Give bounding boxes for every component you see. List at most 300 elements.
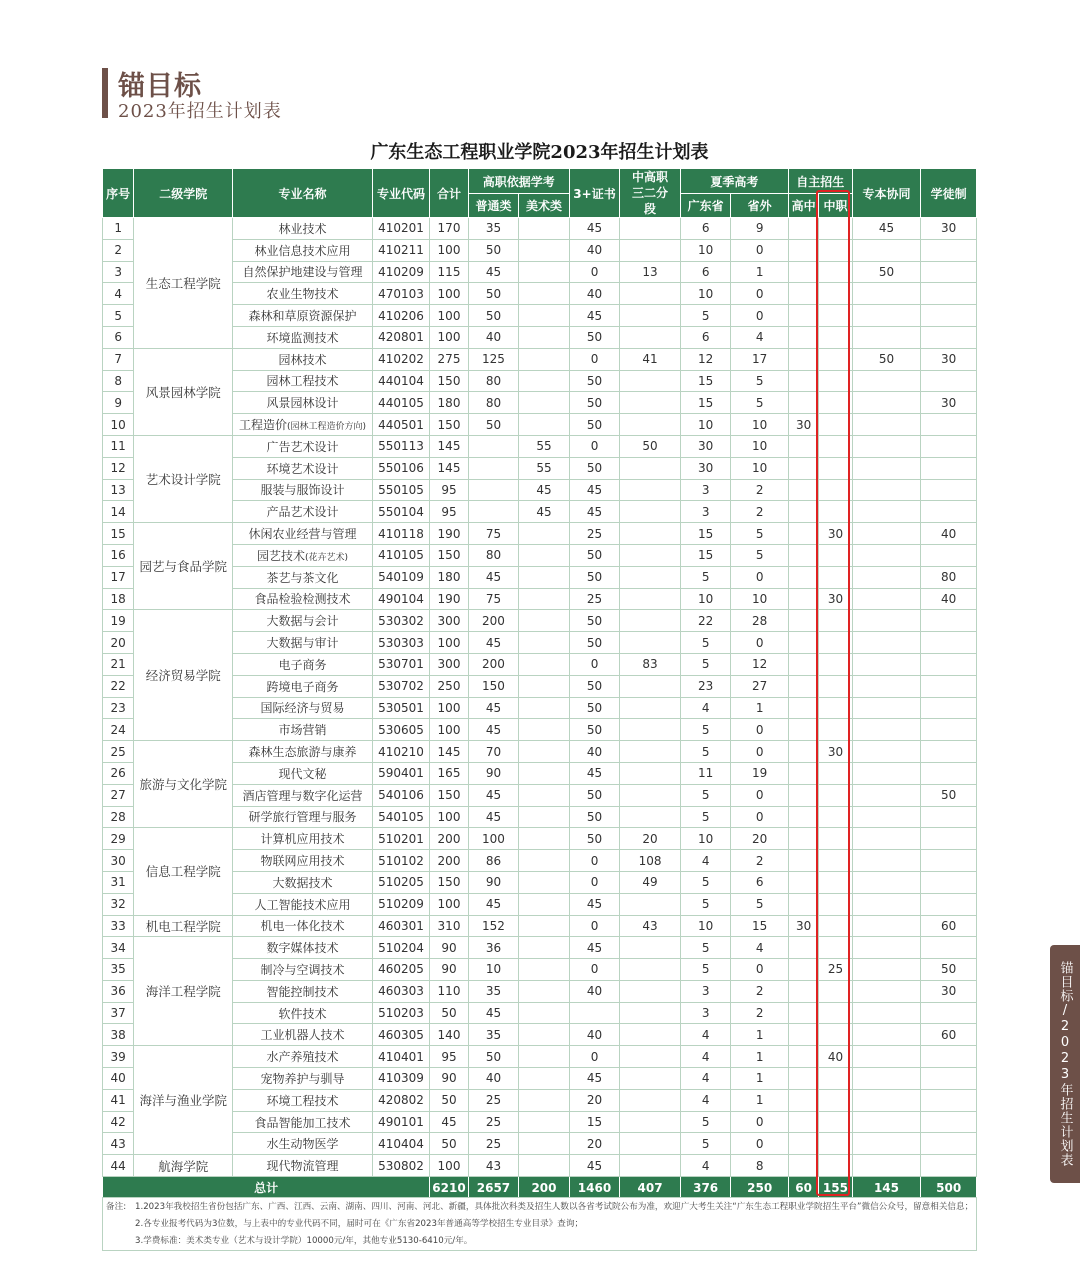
- cell-total: 180: [430, 392, 468, 414]
- cell-xtz: [921, 283, 977, 305]
- cell-gd: 5: [680, 871, 731, 893]
- col-major: 专业名称: [233, 169, 372, 218]
- cell-total: 150: [430, 414, 468, 436]
- total-gz: 60: [788, 1177, 818, 1199]
- major-name: 森林生态旅游与康养: [248, 745, 357, 760]
- note-line: 2.各专业报考代码为3位数，与上表中的专业代码不同，届时可在《广东省2023年普通高等学校招生专业目录》查询；: [135, 1219, 584, 1229]
- table-title: 广东生态工程职业学院2023年招生计划表: [370, 142, 709, 163]
- cell-major: [233, 762, 372, 784]
- cell-zz: [819, 414, 852, 436]
- total-row: [103, 1177, 977, 1199]
- major-name: 大数据与审计: [266, 636, 339, 651]
- cell-gd: 5: [680, 741, 731, 763]
- cell-zbxt: [852, 1002, 921, 1024]
- cell-zgz: [620, 741, 681, 763]
- major-name: 制冷与空调技术: [260, 962, 345, 977]
- cell-sw: 5: [731, 893, 789, 915]
- cell-seq: 37: [103, 1002, 134, 1024]
- cell-total: 165: [430, 762, 468, 784]
- major-note: (花卉艺术): [305, 552, 349, 563]
- cell-zgz: [620, 479, 681, 501]
- cell-gd: 11: [680, 762, 731, 784]
- cell-gd: 5: [680, 937, 731, 959]
- major-name: 市场营销: [278, 723, 327, 738]
- cell-zz: [819, 850, 852, 872]
- cell-sw: 4: [731, 937, 789, 959]
- cell-cert: 0: [569, 348, 620, 370]
- table-row: [103, 1068, 977, 1090]
- cell-gz: [788, 435, 818, 457]
- cell-gd: 30: [680, 457, 731, 479]
- cell-pt: 125: [468, 348, 519, 370]
- cell-xtz: [921, 741, 977, 763]
- cell-seq: 28: [103, 806, 134, 828]
- cell-pt: 80: [468, 544, 519, 566]
- cell-seq: 8: [103, 370, 134, 392]
- cell-total: 140: [430, 1024, 468, 1046]
- cell-pt: 40: [468, 1068, 519, 1090]
- table-row: [103, 784, 977, 806]
- cell-zz: [819, 1111, 852, 1133]
- cell-cert: 0: [569, 261, 620, 283]
- cell-total: 100: [430, 305, 468, 327]
- cell-total: 100: [430, 893, 468, 915]
- cell-gd: 10: [680, 828, 731, 850]
- cell-seq: 5: [103, 305, 134, 327]
- cell-seq: 27: [103, 784, 134, 806]
- table-row: [103, 1089, 977, 1111]
- cell-pt: 50: [468, 305, 519, 327]
- cell-zz: [819, 1089, 852, 1111]
- cell-xtz: [921, 435, 977, 457]
- cell-code: 510209: [372, 893, 430, 915]
- cell-zbxt: [852, 871, 921, 893]
- table-row: [103, 544, 977, 566]
- cell-pt: 45: [468, 261, 519, 283]
- table-row: [103, 806, 977, 828]
- cell-major: [233, 544, 372, 566]
- cell-code: 540105: [372, 806, 430, 828]
- cell-sw: 9: [731, 218, 789, 240]
- cell-major: [233, 1068, 372, 1090]
- table-row: [103, 980, 977, 1002]
- cell-cert: 50: [569, 566, 620, 588]
- cell-zbxt: 50: [852, 348, 921, 370]
- cell-xtz: [921, 370, 977, 392]
- cell-total: 145: [430, 741, 468, 763]
- cell-cert: 0: [569, 1046, 620, 1068]
- cell-gd: 5: [680, 1111, 731, 1133]
- cell-ms: [519, 261, 570, 283]
- cell-seq: 2: [103, 239, 134, 261]
- major-name: 计算机应用技术: [260, 832, 345, 847]
- cell-pt: 45: [468, 632, 519, 654]
- cell-zbxt: [852, 893, 921, 915]
- cell-gd: 12: [680, 348, 731, 370]
- cell-ms: [519, 937, 570, 959]
- cell-gz: [788, 850, 818, 872]
- cell-major: [233, 435, 372, 457]
- col-xtz: 学徒制: [921, 169, 977, 218]
- cell-seq: 33: [103, 915, 134, 937]
- cell-ms: [519, 218, 570, 240]
- cell-code: 410404: [372, 1133, 430, 1155]
- cell-gd: 5: [680, 806, 731, 828]
- major-name: 林业技术: [278, 221, 327, 236]
- cell-cert: 45: [569, 893, 620, 915]
- cell-xtz: 80: [921, 566, 977, 588]
- major-name: 人工智能技术应用: [254, 897, 351, 912]
- cell-pt: 200: [468, 653, 519, 675]
- cell-code: 410211: [372, 239, 430, 261]
- table-row: [103, 1046, 977, 1068]
- table-row: [103, 828, 977, 850]
- cell-pt: 75: [468, 588, 519, 610]
- cell-gz: [788, 1155, 818, 1177]
- cell-seq: 29: [103, 828, 134, 850]
- cell-gz: [788, 566, 818, 588]
- cell-code: 410202: [372, 348, 430, 370]
- cell-pt: [468, 457, 519, 479]
- cell-seq: 31: [103, 871, 134, 893]
- cell-pt: 90: [468, 871, 519, 893]
- total-total: 6210: [430, 1177, 468, 1199]
- cell-gd: 30: [680, 435, 731, 457]
- cell-total: 115: [430, 261, 468, 283]
- cell-xtz: [921, 610, 977, 632]
- cell-cert: 0: [569, 915, 620, 937]
- cell-zgz: 43: [620, 915, 681, 937]
- cell-zz: [819, 1155, 852, 1177]
- cell-code: 540109: [372, 566, 430, 588]
- cell-xtz: [921, 871, 977, 893]
- cell-ms: 55: [519, 457, 570, 479]
- cell-zbxt: [852, 479, 921, 501]
- cell-zgz: 20: [620, 828, 681, 850]
- cell-zz: [819, 915, 852, 937]
- cell-cert: 50: [569, 326, 620, 348]
- cell-gd: 5: [680, 566, 731, 588]
- cell-zbxt: [852, 435, 921, 457]
- cell-total: 90: [430, 937, 468, 959]
- cell-gd: 15: [680, 523, 731, 545]
- cell-gz: [788, 305, 818, 327]
- cell-cert: 40: [569, 741, 620, 763]
- cell-seq: 23: [103, 697, 134, 719]
- major-name: 园林技术: [278, 352, 327, 367]
- cell-code: 490104: [372, 588, 430, 610]
- col-zgz: [620, 169, 681, 218]
- cell-cert: 50: [569, 719, 620, 741]
- cell-xtz: [921, 1002, 977, 1024]
- cell-zz: [819, 675, 852, 697]
- cell-zz: [819, 1068, 852, 1090]
- cell-gd: 5: [680, 784, 731, 806]
- cell-zgz: 41: [620, 348, 681, 370]
- cell-gd: 6: [680, 261, 731, 283]
- cell-total: 100: [430, 632, 468, 654]
- cell-gz: [788, 1024, 818, 1046]
- col-sw: 省外: [731, 194, 789, 218]
- header-accent-bar: [102, 68, 108, 118]
- table-row: [103, 697, 977, 719]
- cell-cert: 50: [569, 784, 620, 806]
- cell-pt: 200: [468, 610, 519, 632]
- cell-gz: [788, 1002, 818, 1024]
- cell-ms: [519, 610, 570, 632]
- cell-zbxt: [852, 457, 921, 479]
- cell-total: 50: [430, 1002, 468, 1024]
- cell-gd: 5: [680, 1133, 731, 1155]
- cell-sw: 10: [731, 435, 789, 457]
- cell-college: 海洋工程学院: [134, 937, 233, 1046]
- table-row: [103, 1111, 977, 1133]
- cell-total: 200: [430, 850, 468, 872]
- cell-total: 170: [430, 218, 468, 240]
- cell-xtz: [921, 828, 977, 850]
- cell-code: 420801: [372, 326, 430, 348]
- cell-ms: [519, 566, 570, 588]
- cell-cert: 40: [569, 283, 620, 305]
- cell-seq: 17: [103, 566, 134, 588]
- cell-zgz: [620, 893, 681, 915]
- major-name: 现代物流管理: [266, 1159, 339, 1174]
- cell-total: 300: [430, 653, 468, 675]
- major-name: 服装与服饰设计: [260, 483, 345, 498]
- cell-zbxt: [852, 523, 921, 545]
- cell-gd: 4: [680, 697, 731, 719]
- cell-zgz: [620, 1133, 681, 1155]
- cell-total: 50: [430, 1133, 468, 1155]
- cell-code: 550106: [372, 457, 430, 479]
- cell-pt: 50: [468, 283, 519, 305]
- cell-major: [233, 1002, 372, 1024]
- page-subtitle: 2023年招生计划表: [118, 101, 282, 122]
- cell-total: 100: [430, 806, 468, 828]
- cell-cert: 45: [569, 1068, 620, 1090]
- col-zz: 中职: [819, 194, 852, 218]
- cell-ms: [519, 392, 570, 414]
- cell-zz: 25: [819, 959, 852, 981]
- cell-seq: 30: [103, 850, 134, 872]
- cell-zz: [819, 370, 852, 392]
- cell-total: 95: [430, 501, 468, 523]
- cell-sw: 8: [731, 1155, 789, 1177]
- cell-zz: [819, 501, 852, 523]
- table-row: [103, 326, 977, 348]
- cell-ms: [519, 414, 570, 436]
- cell-zgz: [620, 980, 681, 1002]
- cell-sw: 17: [731, 348, 789, 370]
- cell-total: 100: [430, 1155, 468, 1177]
- cell-pt: 45: [468, 893, 519, 915]
- cell-ms: [519, 348, 570, 370]
- major-name: 工程造价: [239, 418, 288, 433]
- major-name: 国际经济与贸易: [260, 701, 345, 716]
- cell-zz: [819, 305, 852, 327]
- cell-zz: [819, 980, 852, 1002]
- cell-code: 410201: [372, 218, 430, 240]
- cell-zbxt: [852, 653, 921, 675]
- cell-xtz: 40: [921, 523, 977, 545]
- cell-total: 50: [430, 1089, 468, 1111]
- cell-xtz: [921, 1155, 977, 1177]
- cell-pt: 35: [468, 218, 519, 240]
- cell-zbxt: [852, 566, 921, 588]
- cell-gz: [788, 653, 818, 675]
- note-line: 1.2023年我校招生省份包括广东、广西、江西、云南、湖南、四川、河南、河北、新疆，具体批次科类及招生人数以各省考试院公布为准，欢迎广大考生关注“广东生态工程职业学院招生平台”微信公众号，留意相关信息；: [135, 1202, 973, 1212]
- cell-ms: [519, 915, 570, 937]
- cell-sw: 10: [731, 414, 789, 436]
- cell-gz: [788, 392, 818, 414]
- cell-ms: [519, 893, 570, 915]
- table-row: [103, 457, 977, 479]
- total-ms: 200: [519, 1177, 570, 1199]
- cell-gz: [788, 675, 818, 697]
- cell-code: 530302: [372, 610, 430, 632]
- cell-zbxt: [852, 370, 921, 392]
- cell-ms: 45: [519, 501, 570, 523]
- cell-total: 95: [430, 479, 468, 501]
- cell-zz: [819, 1024, 852, 1046]
- cell-pt: [468, 501, 519, 523]
- cell-code: 530303: [372, 632, 430, 654]
- cell-zbxt: [852, 915, 921, 937]
- cell-zgz: [620, 414, 681, 436]
- cell-code: 510201: [372, 828, 430, 850]
- cell-cert: 50: [569, 806, 620, 828]
- cell-zbxt: [852, 1111, 921, 1133]
- cell-gd: 3: [680, 501, 731, 523]
- cell-gd: 4: [680, 1155, 731, 1177]
- cell-seq: 34: [103, 937, 134, 959]
- col-putong: 普通类: [468, 194, 519, 218]
- cell-college: 园艺与食品学院: [134, 523, 233, 610]
- cell-gd: 10: [680, 239, 731, 261]
- cell-code: 410309: [372, 1068, 430, 1090]
- cell-zz: [819, 435, 852, 457]
- cell-xtz: 30: [921, 218, 977, 240]
- cell-total: 95: [430, 1046, 468, 1068]
- cell-major: [233, 915, 372, 937]
- cell-zbxt: 45: [852, 218, 921, 240]
- cell-cert: 50: [569, 457, 620, 479]
- cell-zgz: [620, 218, 681, 240]
- cell-total: 100: [430, 239, 468, 261]
- cell-zz: 30: [819, 741, 852, 763]
- cell-pt: 25: [468, 1089, 519, 1111]
- cell-zz: [819, 239, 852, 261]
- page-title: 锚目标: [118, 71, 202, 102]
- cell-gd: 3: [680, 479, 731, 501]
- cell-seq: 11: [103, 435, 134, 457]
- cell-ms: [519, 784, 570, 806]
- cell-zgz: [620, 283, 681, 305]
- table-row: [103, 370, 977, 392]
- cell-zgz: [620, 1024, 681, 1046]
- note-line: 3.学费标准：美术类专业（艺术与设计学院）10000元/年，其他专业5130-6410元/年。: [135, 1236, 473, 1246]
- cell-cert: 40: [569, 980, 620, 1002]
- cell-zz: [819, 261, 852, 283]
- cell-major: [233, 370, 372, 392]
- cell-seq: 43: [103, 1133, 134, 1155]
- cell-sw: 0: [731, 283, 789, 305]
- cell-sw: 0: [731, 741, 789, 763]
- cell-code: 440501: [372, 414, 430, 436]
- major-name: 数字媒体技术: [266, 941, 339, 956]
- cell-sw: 12: [731, 653, 789, 675]
- major-name: 广告艺术设计: [266, 439, 339, 454]
- cell-code: 470103: [372, 283, 430, 305]
- cell-cert: 50: [569, 544, 620, 566]
- table-row: [103, 435, 977, 457]
- cell-gd: 10: [680, 588, 731, 610]
- total-zz: 155: [819, 1177, 852, 1199]
- cell-zbxt: [852, 1046, 921, 1068]
- major-name: 宠物养护与驯导: [260, 1071, 345, 1086]
- cell-xtz: [921, 326, 977, 348]
- cell-sw: 1: [731, 261, 789, 283]
- cell-zgz: [620, 675, 681, 697]
- cell-total: 180: [430, 566, 468, 588]
- cell-gz: [788, 1111, 818, 1133]
- cell-ms: [519, 305, 570, 327]
- table-row: [103, 610, 977, 632]
- cell-gd: 5: [680, 719, 731, 741]
- col-seq: 序号: [103, 169, 134, 218]
- cell-gd: 4: [680, 1046, 731, 1068]
- cell-cert: [569, 1002, 620, 1024]
- cell-gz: [788, 610, 818, 632]
- cell-cert: 0: [569, 435, 620, 457]
- major-name: 产品艺术设计: [266, 505, 339, 520]
- cell-gz: [788, 1046, 818, 1068]
- cell-major: [233, 959, 372, 981]
- cell-xtz: [921, 762, 977, 784]
- cell-ms: [519, 959, 570, 981]
- cell-total: 100: [430, 697, 468, 719]
- cell-major: [233, 850, 372, 872]
- cell-pt: 152: [468, 915, 519, 937]
- cell-code: 440105: [372, 392, 430, 414]
- col-code: 专业代码: [372, 169, 430, 218]
- cell-major: [233, 414, 372, 436]
- cell-major: [233, 261, 372, 283]
- cell-cert: 20: [569, 1089, 620, 1111]
- cell-cert: 25: [569, 523, 620, 545]
- cell-cert: 20: [569, 1133, 620, 1155]
- cell-zz: [819, 719, 852, 741]
- cell-seq: 44: [103, 1155, 134, 1177]
- cell-zbxt: [852, 1089, 921, 1111]
- cell-gz: [788, 457, 818, 479]
- cell-total: 150: [430, 544, 468, 566]
- table-row: [103, 1133, 977, 1155]
- cell-gz: [788, 283, 818, 305]
- cell-zbxt: [852, 697, 921, 719]
- cell-zgz: 108: [620, 850, 681, 872]
- cell-sw: 1: [731, 1024, 789, 1046]
- cell-cert: 50: [569, 370, 620, 392]
- cell-ms: [519, 697, 570, 719]
- cell-xtz: 30: [921, 980, 977, 1002]
- cell-cert: 50: [569, 392, 620, 414]
- cell-seq: 40: [103, 1068, 134, 1090]
- cell-pt: 86: [468, 850, 519, 872]
- cell-gd: 10: [680, 283, 731, 305]
- cell-zz: [819, 1133, 852, 1155]
- major-name: 环境艺术设计: [266, 461, 339, 476]
